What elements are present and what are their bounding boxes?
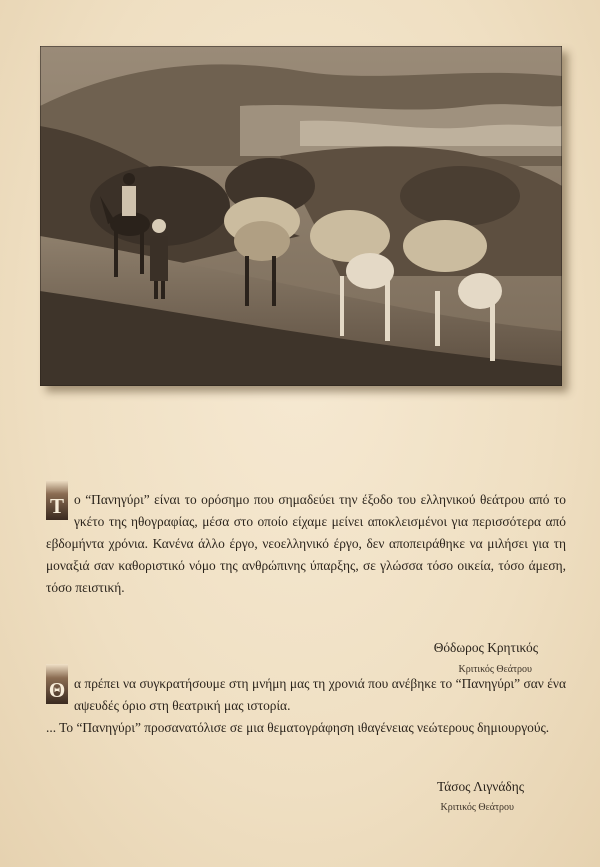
quote-2-text-1: α πρέπει να συγκρατήσουμε στη μνήμη μας τη χρονιά που ανέβηκε το “Πανηγύρι” σαν ένα αψευδές όριο στη θεατρική μας ιστορία. bbox=[74, 676, 566, 713]
quote-block-2 bbox=[46, 673, 566, 739]
quote-1-author: Θόδωρος Κρητικός bbox=[433, 640, 538, 655]
quote-block-1 bbox=[46, 489, 566, 599]
quote-2-text-2: ... Το “Πανηγύρι” προσανατόλισε σε μια θεματογράφηση ιθαγένειας νεώτερους δημιουργούς. bbox=[46, 720, 550, 735]
landscape-photo bbox=[40, 46, 562, 386]
quote-1-text: ο “Πανηγύρι” είναι το ορόσημο που σημαδεύει την έξοδο του ελληνικού θεάτρου από το γκέτο της ηθογραφίας, μέσα στο οποίο είχαμε μείνει αποκλεισμένοι για περισσότερα από εβδομήντα χρόνια. Κανένα άλλο έργο, νεοελληνικό έργο, δεν αποπειράθηκε να μιλήσει για τη μοναξιά σαν καθοριστικό νόμο της ανθρώπινης ύπαρξης, σε γλώσσα τόσο οικεία, τόσο άμεση, τόσο πειστική. bbox=[46, 492, 566, 595]
quote-2-role: Κριτικός Θεάτρου bbox=[440, 802, 514, 813]
drop-cap-1: Τ bbox=[46, 480, 68, 520]
quote-2-paragraph-2 bbox=[46, 717, 566, 739]
drop-cap-2: Θ bbox=[46, 664, 68, 704]
quote-1-role: Κριτικός Θεάτρου bbox=[458, 664, 532, 675]
quote-2-author: Τάσος Λιγνάδης bbox=[436, 779, 524, 794]
photo-illustration bbox=[40, 46, 562, 386]
